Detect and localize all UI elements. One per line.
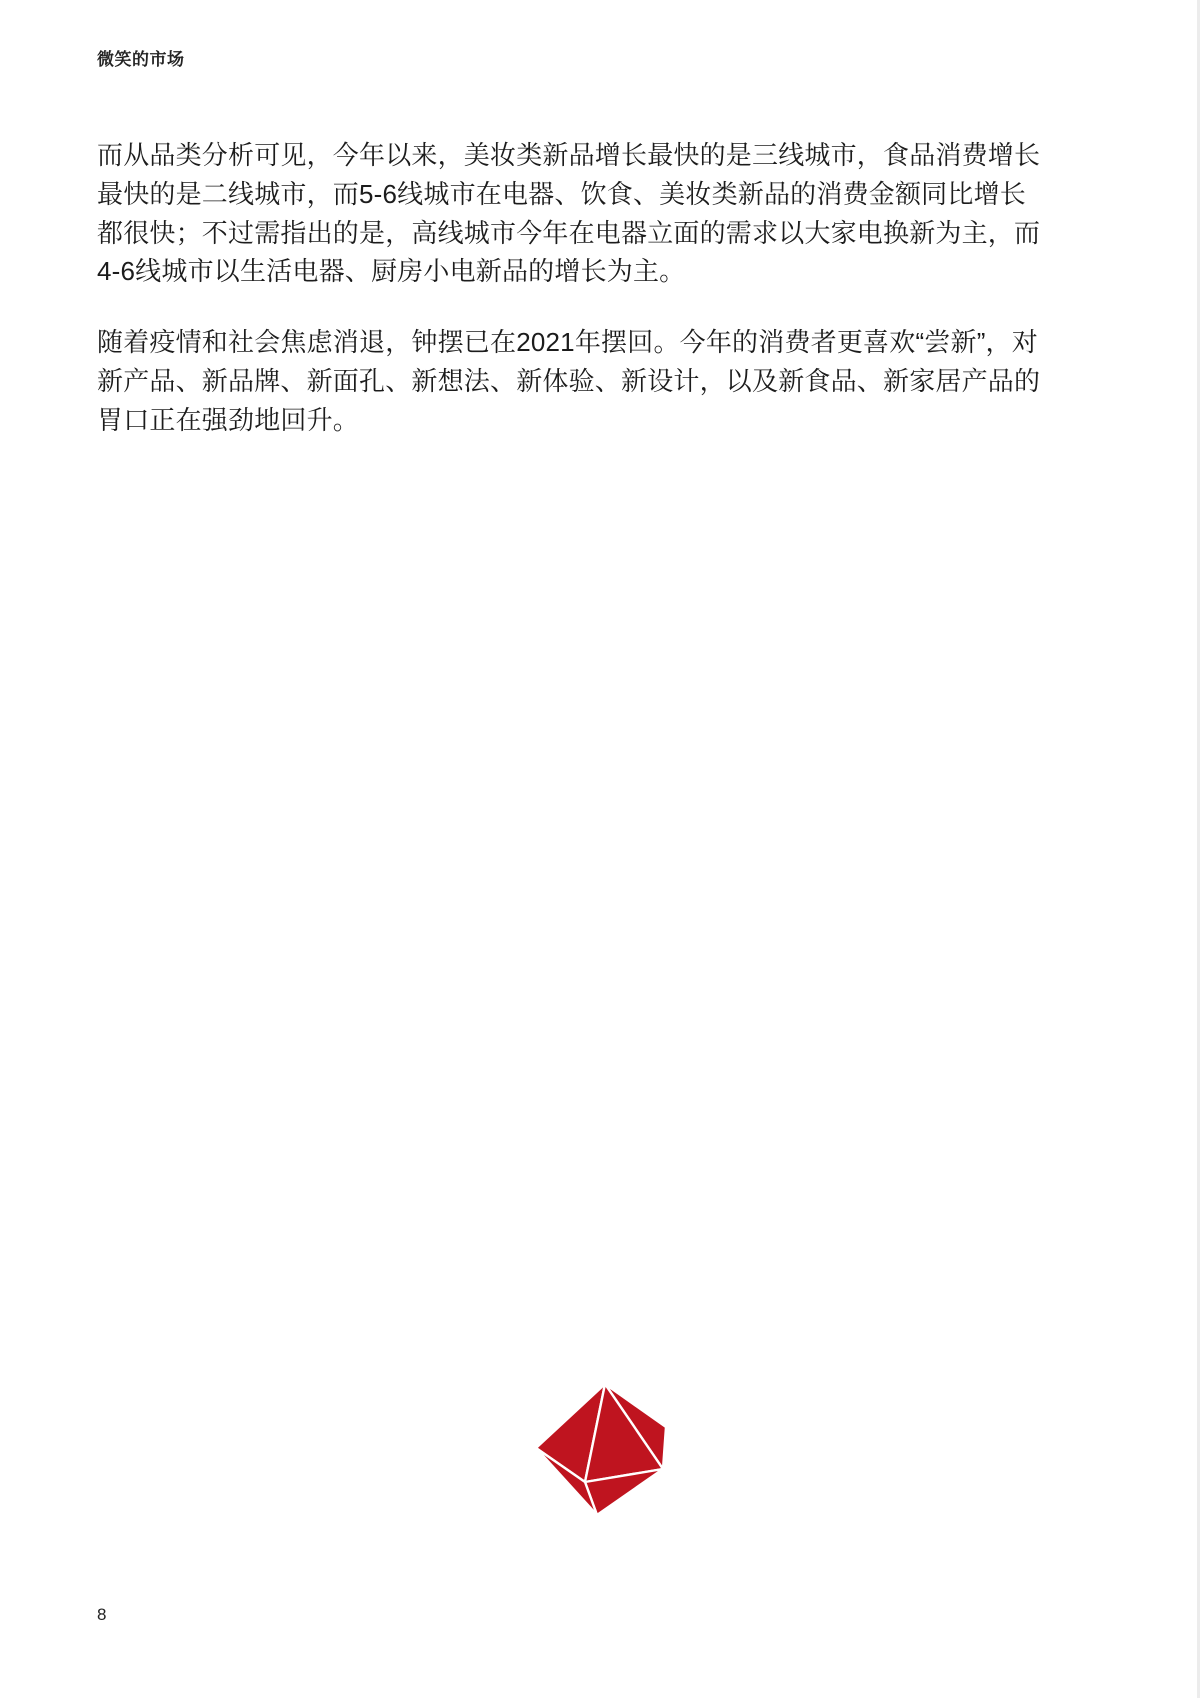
body-paragraph-2 [97, 323, 1040, 439]
running-header: 微笑的市场 [97, 50, 185, 69]
paragraph-line: 新产品、新品牌、新面孔、新想法、新体验、新设计，以及新食品、新家居产品的 [97, 365, 1041, 396]
body-paragraph-1 [97, 136, 1040, 291]
red-gem-logo [535, 1381, 670, 1518]
page-number: 8 [97, 1605, 107, 1624]
paragraph-line: 胃口正在强劲地回升。 [97, 404, 360, 435]
paragraph-line: 而从品类分析可见，今年以来，美妆类新品增长最快的是三线城市，食品消费增长 [97, 140, 1041, 170]
paragraph-line: 最快的是二线城市，而5-6线城市在电器、饮食、美妆类新品的消费金额同比增长 [97, 178, 1026, 209]
paragraph-line: 4-6线城市以生活电器、厨房小电新品的增长为主。 [97, 256, 686, 287]
paragraph-line: 都很快；不过需指出的是，高线城市今年在电器立面的需求以大家电换新为主，而 [97, 217, 1041, 248]
gem-icon [535, 1381, 670, 1518]
paragraph-line: 随着疫情和社会焦虑消退，钟摆已在2021年摆回。今年的消费者更喜欢“尝新”，对 [97, 327, 1038, 357]
